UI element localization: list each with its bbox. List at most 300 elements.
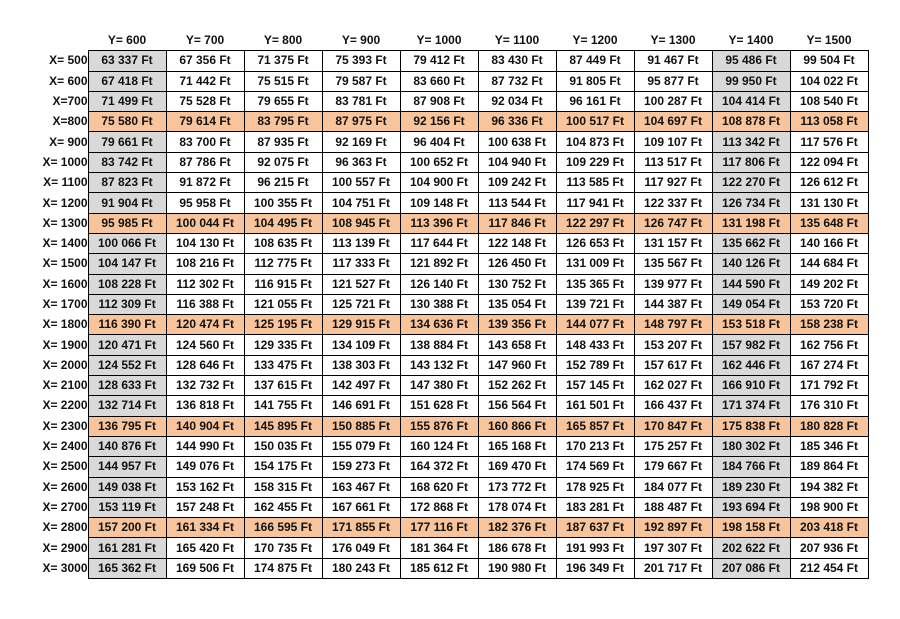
price-cell: 83 795 Ft xyxy=(244,112,322,132)
price-cell: 92 169 Ft xyxy=(322,132,400,152)
price-cell: 129 915 Ft xyxy=(322,315,400,335)
table-row xyxy=(10,51,868,71)
price-cell: 162 027 Ft xyxy=(634,376,712,396)
price-cell: 157 200 Ft xyxy=(88,518,166,538)
price-cell: 149 038 Ft xyxy=(88,477,166,497)
price-cell: 87 732 Ft xyxy=(478,71,556,91)
price-cell: 75 580 Ft xyxy=(88,112,166,132)
price-cell: 140 876 Ft xyxy=(88,436,166,456)
price-cell: 165 168 Ft xyxy=(478,436,556,456)
price-cell: 120 471 Ft xyxy=(88,335,166,355)
price-cell: 120 474 Ft xyxy=(166,315,244,335)
table-row xyxy=(10,497,868,517)
price-cell: 144 684 Ft xyxy=(790,254,868,274)
row-header: X= 1500 xyxy=(42,256,88,271)
price-cell: 207 086 Ft xyxy=(712,558,790,578)
price-cell: 108 945 Ft xyxy=(322,213,400,233)
table-row xyxy=(10,112,868,132)
table-row xyxy=(10,315,868,335)
table-row xyxy=(10,518,868,538)
price-cell: 121 892 Ft xyxy=(400,254,478,274)
price-cell: 144 077 Ft xyxy=(556,315,634,335)
price-cell: 138 884 Ft xyxy=(400,335,478,355)
price-cell: 145 895 Ft xyxy=(244,416,322,436)
price-cell: 178 074 Ft xyxy=(478,497,556,517)
price-cell: 122 094 Ft xyxy=(790,152,868,172)
price-cell: 158 238 Ft xyxy=(790,315,868,335)
price-cell: 99 504 Ft xyxy=(790,51,868,71)
price-cell: 130 752 Ft xyxy=(478,274,556,294)
row-header: X= 1100 xyxy=(43,175,88,190)
price-cell: 155 876 Ft xyxy=(400,416,478,436)
price-cell: 116 915 Ft xyxy=(244,274,322,294)
price-cell: 207 936 Ft xyxy=(790,538,868,558)
price-cell: 153 207 Ft xyxy=(634,335,712,355)
price-cell: 163 467 Ft xyxy=(322,477,400,497)
price-cell: 87 908 Ft xyxy=(400,91,478,111)
price-cell: 161 334 Ft xyxy=(166,518,244,538)
price-cell: 104 022 Ft xyxy=(790,71,868,91)
price-cell: 135 662 Ft xyxy=(712,233,790,253)
price-cell: 175 838 Ft xyxy=(712,416,790,436)
price-cell: 87 823 Ft xyxy=(88,173,166,193)
price-cell: 95 877 Ft xyxy=(634,71,712,91)
price-cell: 126 450 Ft xyxy=(478,254,556,274)
row-header: X= 2000 xyxy=(42,357,88,372)
price-cell: 100 066 Ft xyxy=(88,233,166,253)
row-header: X= 2800 xyxy=(42,520,88,535)
price-cell: 139 721 Ft xyxy=(556,294,634,314)
price-cell: 144 387 Ft xyxy=(634,294,712,314)
price-cell: 112 775 Ft xyxy=(244,254,322,274)
price-cell: 96 336 Ft xyxy=(478,112,556,132)
price-cell: 178 925 Ft xyxy=(556,477,634,497)
column-header: Y= 1000 xyxy=(416,33,462,48)
row-header: X= 1300 xyxy=(42,215,88,230)
row-header: X= 1000 xyxy=(42,154,88,169)
table-row xyxy=(10,213,868,233)
table-row xyxy=(10,416,868,436)
price-cell: 87 975 Ft xyxy=(322,112,400,132)
price-cell: 177 116 Ft xyxy=(400,518,478,538)
price-cell: 125 195 Ft xyxy=(244,315,322,335)
price-cell: 71 442 Ft xyxy=(166,71,244,91)
price-cell: 185 346 Ft xyxy=(790,436,868,456)
price-cell: 156 564 Ft xyxy=(478,396,556,416)
price-cell: 197 307 Ft xyxy=(634,538,712,558)
price-cell: 165 420 Ft xyxy=(166,538,244,558)
price-cell: 144 590 Ft xyxy=(712,274,790,294)
price-cell: 148 433 Ft xyxy=(556,335,634,355)
price-cell: 95 486 Ft xyxy=(712,51,790,71)
price-cell: 104 940 Ft xyxy=(478,152,556,172)
price-cell: 71 375 Ft xyxy=(244,51,322,71)
price-cell: 109 229 Ft xyxy=(556,152,634,172)
price-cell: 104 697 Ft xyxy=(634,112,712,132)
price-cell: 137 615 Ft xyxy=(244,376,322,396)
price-cell: 71 499 Ft xyxy=(88,91,166,111)
price-cell: 167 274 Ft xyxy=(790,355,868,375)
price-cell: 176 310 Ft xyxy=(790,396,868,416)
price-cell: 152 262 Ft xyxy=(478,376,556,396)
table-row xyxy=(10,71,868,91)
column-header: Y= 1500 xyxy=(806,33,852,48)
price-cell: 140 904 Ft xyxy=(166,416,244,436)
price-cell: 83 781 Ft xyxy=(322,91,400,111)
price-cell: 147 380 Ft xyxy=(400,376,478,396)
price-cell: 140 126 Ft xyxy=(712,254,790,274)
price-cell: 95 985 Ft xyxy=(88,213,166,233)
row-header: X= 2100 xyxy=(42,378,88,393)
price-cell: 169 470 Ft xyxy=(478,457,556,477)
price-cell: 108 540 Ft xyxy=(790,91,868,111)
price-cell: 202 622 Ft xyxy=(712,538,790,558)
price-cell: 157 982 Ft xyxy=(712,335,790,355)
price-cell: 124 560 Ft xyxy=(166,335,244,355)
price-cell: 113 396 Ft xyxy=(400,213,478,233)
price-cell: 180 828 Ft xyxy=(790,416,868,436)
price-cell: 100 517 Ft xyxy=(556,112,634,132)
price-cell: 113 058 Ft xyxy=(790,112,868,132)
row-header: X= 1900 xyxy=(42,337,88,352)
price-cell: 113 342 Ft xyxy=(712,132,790,152)
price-cell: 95 958 Ft xyxy=(166,193,244,213)
column-header: Y= 600 xyxy=(107,33,147,48)
price-cell: 96 215 Ft xyxy=(244,173,322,193)
price-cell: 91 904 Ft xyxy=(88,193,166,213)
price-cell: 116 388 Ft xyxy=(166,294,244,314)
price-cell: 187 637 Ft xyxy=(556,518,634,538)
price-cell: 124 552 Ft xyxy=(88,355,166,375)
price-cell: 79 655 Ft xyxy=(244,91,322,111)
price-cell: 140 166 Ft xyxy=(790,233,868,253)
price-cell: 96 363 Ft xyxy=(322,152,400,172)
price-cell: 154 175 Ft xyxy=(244,457,322,477)
price-cell: 171 374 Ft xyxy=(712,396,790,416)
price-cell: 166 595 Ft xyxy=(244,518,322,538)
header-row xyxy=(10,31,868,51)
table-row xyxy=(10,274,868,294)
price-cell: 179 667 Ft xyxy=(634,457,712,477)
price-cell: 128 646 Ft xyxy=(166,355,244,375)
price-cell: 104 495 Ft xyxy=(244,213,322,233)
column-header: Y= 1100 xyxy=(494,33,540,48)
price-cell: 100 638 Ft xyxy=(478,132,556,152)
price-cell: 83 660 Ft xyxy=(400,71,478,91)
price-cell: 153 720 Ft xyxy=(790,294,868,314)
table-row xyxy=(10,396,868,416)
price-cell: 112 309 Ft xyxy=(88,294,166,314)
price-cell: 104 873 Ft xyxy=(556,132,634,152)
price-cell: 167 661 Ft xyxy=(322,497,400,517)
column-header: Y= 700 xyxy=(185,33,225,48)
price-cell: 117 576 Ft xyxy=(790,132,868,152)
price-cell: 109 148 Ft xyxy=(400,193,478,213)
price-cell: 161 501 Ft xyxy=(556,396,634,416)
price-cell: 184 077 Ft xyxy=(634,477,712,497)
price-cell: 135 365 Ft xyxy=(556,274,634,294)
price-cell: 203 418 Ft xyxy=(790,518,868,538)
price-cell: 152 789 Ft xyxy=(556,355,634,375)
price-cell: 67 418 Ft xyxy=(88,71,166,91)
price-cell: 144 990 Ft xyxy=(166,436,244,456)
price-cell: 79 661 Ft xyxy=(88,132,166,152)
price-cell: 134 636 Ft xyxy=(400,315,478,335)
table-row xyxy=(10,355,868,375)
price-cell: 131 198 Ft xyxy=(712,213,790,233)
price-cell: 175 257 Ft xyxy=(634,436,712,456)
table-row xyxy=(10,152,868,172)
price-cell: 180 302 Ft xyxy=(712,436,790,456)
price-cell: 121 527 Ft xyxy=(322,274,400,294)
price-cell: 135 054 Ft xyxy=(478,294,556,314)
price-cell: 96 161 Ft xyxy=(556,91,634,111)
price-cell: 153 119 Ft xyxy=(88,497,166,517)
price-cell: 176 049 Ft xyxy=(322,538,400,558)
row-header: X=700 xyxy=(52,94,88,109)
column-header: Y= 900 xyxy=(341,33,381,48)
price-cell: 162 446 Ft xyxy=(712,355,790,375)
price-cell: 122 337 Ft xyxy=(634,193,712,213)
price-cell: 135 648 Ft xyxy=(790,213,868,233)
price-cell: 144 957 Ft xyxy=(88,457,166,477)
price-cell: 92 034 Ft xyxy=(478,91,556,111)
price-cell: 91 805 Ft xyxy=(556,71,634,91)
price-cell: 91 467 Ft xyxy=(634,51,712,71)
price-cell: 143 132 Ft xyxy=(400,355,478,375)
price-cell: 121 055 Ft xyxy=(244,294,322,314)
price-cell: 104 751 Ft xyxy=(322,193,400,213)
price-table-container xyxy=(10,31,869,579)
price-cell: 126 653 Ft xyxy=(556,233,634,253)
price-cell: 79 587 Ft xyxy=(322,71,400,91)
price-cell: 173 772 Ft xyxy=(478,477,556,497)
price-cell: 91 872 Ft xyxy=(166,173,244,193)
price-cell: 174 569 Ft xyxy=(556,457,634,477)
price-cell: 162 455 Ft xyxy=(244,497,322,517)
price-cell: 149 202 Ft xyxy=(790,274,868,294)
price-cell: 83 430 Ft xyxy=(478,51,556,71)
price-cell: 79 614 Ft xyxy=(166,112,244,132)
price-cell: 87 935 Ft xyxy=(244,132,322,152)
price-cell: 157 248 Ft xyxy=(166,497,244,517)
column-header: Y= 1400 xyxy=(728,33,774,48)
table-row xyxy=(10,436,868,456)
price-cell: 159 273 Ft xyxy=(322,457,400,477)
price-cell: 149 054 Ft xyxy=(712,294,790,314)
price-cell: 117 644 Ft xyxy=(400,233,478,253)
price-cell: 164 372 Ft xyxy=(400,457,478,477)
price-cell: 134 109 Ft xyxy=(322,335,400,355)
price-cell: 132 714 Ft xyxy=(88,396,166,416)
price-cell: 67 356 Ft xyxy=(166,51,244,71)
price-cell: 109 242 Ft xyxy=(478,173,556,193)
price-cell: 149 076 Ft xyxy=(166,457,244,477)
price-cell: 189 864 Ft xyxy=(790,457,868,477)
price-cell: 87 786 Ft xyxy=(166,152,244,172)
price-cell: 136 795 Ft xyxy=(88,416,166,436)
price-cell: 108 228 Ft xyxy=(88,274,166,294)
column-header: Y= 1200 xyxy=(572,33,618,48)
price-cell: 155 079 Ft xyxy=(322,436,400,456)
table-row xyxy=(10,294,868,314)
price-cell: 184 766 Ft xyxy=(712,457,790,477)
column-header: Y= 1300 xyxy=(650,33,696,48)
price-cell: 158 315 Ft xyxy=(244,477,322,497)
price-cell: 151 628 Ft xyxy=(400,396,478,416)
row-header: X= 2300 xyxy=(42,418,88,433)
price-cell: 117 941 Ft xyxy=(556,193,634,213)
row-header: X= 2200 xyxy=(42,398,88,413)
row-header: X= 600 xyxy=(49,73,88,88)
table-row xyxy=(10,538,868,558)
price-cell: 148 797 Ft xyxy=(634,315,712,335)
price-cell: 83 742 Ft xyxy=(88,152,166,172)
table-row xyxy=(10,335,868,355)
price-cell: 166 910 Ft xyxy=(712,376,790,396)
price-cell: 147 960 Ft xyxy=(478,355,556,375)
price-cell: 99 950 Ft xyxy=(712,71,790,91)
price-cell: 136 818 Ft xyxy=(166,396,244,416)
price-cell: 139 356 Ft xyxy=(478,315,556,335)
price-cell: 153 518 Ft xyxy=(712,315,790,335)
price-cell: 194 382 Ft xyxy=(790,477,868,497)
price-cell: 108 878 Ft xyxy=(712,112,790,132)
price-cell: 92 156 Ft xyxy=(400,112,478,132)
row-header: X= 2600 xyxy=(42,479,88,494)
row-header: X= 2500 xyxy=(42,459,88,474)
price-cell: 139 977 Ft xyxy=(634,274,712,294)
price-cell: 133 475 Ft xyxy=(244,355,322,375)
price-cell: 108 635 Ft xyxy=(244,233,322,253)
price-cell: 122 297 Ft xyxy=(556,213,634,233)
price-cell: 122 270 Ft xyxy=(712,173,790,193)
price-cell: 92 075 Ft xyxy=(244,152,322,172)
price-cell: 125 721 Ft xyxy=(322,294,400,314)
row-header: X= 500 xyxy=(49,53,88,68)
price-cell: 160 124 Ft xyxy=(400,436,478,456)
price-cell: 128 633 Ft xyxy=(88,376,166,396)
price-cell: 143 658 Ft xyxy=(478,335,556,355)
table-row xyxy=(10,477,868,497)
price-cell: 135 567 Ft xyxy=(634,254,712,274)
price-cell: 170 735 Ft xyxy=(244,538,322,558)
table-row xyxy=(10,132,868,152)
price-cell: 75 515 Ft xyxy=(244,71,322,91)
price-cell: 132 732 Ft xyxy=(166,376,244,396)
row-header: X= 1200 xyxy=(42,195,88,210)
price-cell: 166 437 Ft xyxy=(634,396,712,416)
price-cell: 117 927 Ft xyxy=(634,173,712,193)
price-cell: 186 678 Ft xyxy=(478,538,556,558)
price-cell: 117 806 Ft xyxy=(712,152,790,172)
price-cell: 126 612 Ft xyxy=(790,173,868,193)
column-header: Y= 800 xyxy=(263,33,303,48)
price-cell: 100 044 Ft xyxy=(166,213,244,233)
price-cell: 161 281 Ft xyxy=(88,538,166,558)
price-cell: 171 855 Ft xyxy=(322,518,400,538)
price-cell: 142 497 Ft xyxy=(322,376,400,396)
price-cell: 189 230 Ft xyxy=(712,477,790,497)
price-cell: 129 335 Ft xyxy=(244,335,322,355)
price-cell: 100 652 Ft xyxy=(400,152,478,172)
price-cell: 181 364 Ft xyxy=(400,538,478,558)
price-cell: 198 900 Ft xyxy=(790,497,868,517)
price-cell: 109 107 Ft xyxy=(634,132,712,152)
table-row xyxy=(10,558,868,578)
table-row xyxy=(10,233,868,253)
price-cell: 117 333 Ft xyxy=(322,254,400,274)
table-row xyxy=(10,254,868,274)
price-cell: 157 145 Ft xyxy=(556,376,634,396)
price-cell: 165 362 Ft xyxy=(88,558,166,578)
table-row xyxy=(10,173,868,193)
row-header: X= 1600 xyxy=(42,276,88,291)
price-cell: 104 130 Ft xyxy=(166,233,244,253)
table-row xyxy=(10,91,868,111)
price-cell: 126 734 Ft xyxy=(712,193,790,213)
price-cell: 185 612 Ft xyxy=(400,558,478,578)
price-cell: 157 617 Ft xyxy=(634,355,712,375)
price-cell: 131 157 Ft xyxy=(634,233,712,253)
price-cell: 165 857 Ft xyxy=(556,416,634,436)
price-cell: 168 620 Ft xyxy=(400,477,478,497)
price-cell: 112 302 Ft xyxy=(166,274,244,294)
table-row xyxy=(10,193,868,213)
price-cell: 100 355 Ft xyxy=(244,193,322,213)
price-cell: 113 585 Ft xyxy=(556,173,634,193)
price-cell: 131 130 Ft xyxy=(790,193,868,213)
price-cell: 172 868 Ft xyxy=(400,497,478,517)
row-header: X= 2400 xyxy=(42,439,88,454)
price-cell: 212 454 Ft xyxy=(790,558,868,578)
price-table xyxy=(10,31,869,579)
price-cell: 130 388 Ft xyxy=(400,294,478,314)
row-header: X= 3000 xyxy=(42,560,88,575)
price-cell: 138 303 Ft xyxy=(322,355,400,375)
price-cell: 126 140 Ft xyxy=(400,274,478,294)
row-header: X= 2700 xyxy=(42,499,88,514)
price-cell: 100 287 Ft xyxy=(634,91,712,111)
price-cell: 183 281 Ft xyxy=(556,497,634,517)
price-cell: 79 412 Ft xyxy=(400,51,478,71)
price-cell: 150 885 Ft xyxy=(322,416,400,436)
price-cell: 131 009 Ft xyxy=(556,254,634,274)
price-cell: 96 404 Ft xyxy=(400,132,478,152)
price-cell: 198 158 Ft xyxy=(712,518,790,538)
price-cell: 63 337 Ft xyxy=(88,51,166,71)
table-row xyxy=(10,376,868,396)
price-cell: 162 756 Ft xyxy=(790,335,868,355)
row-header: X= 1400 xyxy=(42,236,88,251)
price-cell: 100 557 Ft xyxy=(322,173,400,193)
price-cell: 146 691 Ft xyxy=(322,396,400,416)
price-cell: 180 243 Ft xyxy=(322,558,400,578)
price-cell: 75 528 Ft xyxy=(166,91,244,111)
price-cell: 104 147 Ft xyxy=(88,254,166,274)
price-cell: 83 700 Ft xyxy=(166,132,244,152)
price-cell: 170 213 Ft xyxy=(556,436,634,456)
price-cell: 170 847 Ft xyxy=(634,416,712,436)
row-header: X= 900 xyxy=(49,134,88,149)
corner-cell xyxy=(10,31,88,51)
price-cell: 113 544 Ft xyxy=(478,193,556,213)
price-cell: 87 449 Ft xyxy=(556,51,634,71)
price-cell: 150 035 Ft xyxy=(244,436,322,456)
row-header: X= 1700 xyxy=(42,297,88,311)
price-cell: 201 717 Ft xyxy=(634,558,712,578)
row-header: X= 2900 xyxy=(42,540,88,555)
